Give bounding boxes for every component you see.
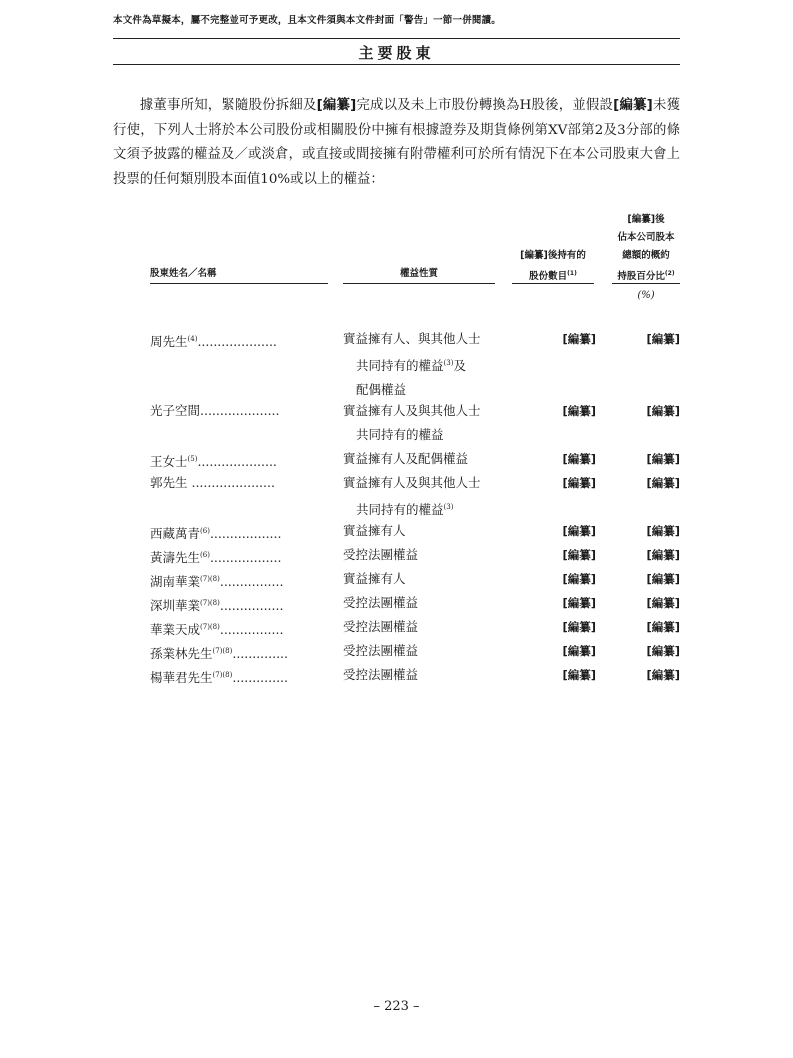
page-number: – 223 – <box>373 999 420 1014</box>
intro-text-3: 未獲行使，下列人士將於本公司股份或相關股份中擁有根據證券及期貨條例第XV部第2及3分部的條文須予披露的權益及／或淡倉，或直接或間接擁有附帶權利可於所有情況下在本公司股東大會上投票的任何類別股本面值10%或以上的權益： <box>113 98 680 187</box>
interest-nature-line <box>343 423 513 447</box>
col-header-pct-line3: 總額的概約 <box>622 250 670 261</box>
footnote-ref: (4) <box>187 335 198 343</box>
interest-nature-line <box>343 447 513 471</box>
interest-nature-line <box>343 663 513 687</box>
interest-nature-text: 共同持有的權益 <box>356 358 444 374</box>
interest-nature-line <box>343 327 513 351</box>
shareholder-name-text: 西藏萬青 <box>150 526 201 542</box>
pct-unit-label: (%) <box>637 290 655 301</box>
shareholding-pct-cell: [編纂] <box>646 668 680 682</box>
shareholder-name-text: 孫業林先生 <box>150 646 213 662</box>
footnote-ref: (3) <box>443 503 454 511</box>
shareholding-pct-cell: [編纂] <box>646 548 680 562</box>
leader-dots: ................ <box>219 598 284 614</box>
col-header-shares-note: (1) <box>567 270 577 277</box>
shareholder-name-text: 深圳華業 <box>150 598 201 614</box>
interest-nature <box>343 447 513 471</box>
footnote-ref: (7)(8) <box>200 599 220 607</box>
shares-held-cell: [編纂] <box>562 644 596 658</box>
page-title: 主要股東 <box>358 44 435 62</box>
interest-nature-text: 實益擁有人 <box>343 523 406 538</box>
shareholding-pct-cell: [編纂] <box>646 644 680 658</box>
shareholding-pct-cell: [編纂] <box>646 476 680 490</box>
intro-paragraph <box>113 94 680 192</box>
footnote-ref: (7)(8) <box>200 575 220 583</box>
leader-dots: .............. <box>232 646 288 662</box>
interest-nature <box>343 543 513 567</box>
interest-nature-line <box>343 471 513 495</box>
col-header-pct-line1: [編纂]後 <box>627 214 665 225</box>
shareholding-pct-cell: [編纂] <box>646 404 680 418</box>
col-header-pct-line2: 佔本公司股本 <box>617 232 675 243</box>
interest-nature-text: 受控法團權益 <box>343 619 419 634</box>
col-header-shares <box>512 247 594 286</box>
shareholding-pct-cell: [編纂] <box>646 452 680 466</box>
col-header-pct <box>612 211 680 286</box>
interest-nature-line <box>343 615 513 639</box>
interest-nature-line <box>343 519 513 543</box>
shares-held-cell: [編纂] <box>562 524 596 538</box>
interest-nature-line <box>343 567 513 591</box>
interest-nature <box>343 663 513 687</box>
col-header-nature: 權益性質 <box>399 268 438 279</box>
header-rule-bottom <box>113 64 680 65</box>
shares-held-cell: [編纂] <box>562 668 596 682</box>
interest-nature-text: 受控法團權益 <box>343 547 419 562</box>
intro-text-1: 據董事所知，緊隨股份拆細及 <box>139 98 317 113</box>
interest-nature-text: 實益擁有人、與其他人士 <box>343 331 481 346</box>
col-header-name: 股東姓名／名稱 <box>150 268 217 279</box>
footnote-ref: (7)(8) <box>212 647 233 655</box>
interest-nature-text: 共同持有的權益 <box>356 502 444 518</box>
header-rule-top <box>113 38 680 39</box>
shareholder-name <box>150 327 326 354</box>
shareholder-name <box>150 399 326 423</box>
interest-nature-text: 受控法團權益 <box>343 595 419 610</box>
shares-held-cell: [編纂] <box>562 332 596 346</box>
leader-dots: .................. <box>209 526 282 542</box>
leader-dots: .............. <box>232 670 288 686</box>
col-underline-pct <box>612 283 680 284</box>
shareholder-name-text: 光子空間 <box>150 403 201 418</box>
shareholder-name-text: 黃濤先生 <box>150 550 201 566</box>
interest-nature <box>343 471 513 522</box>
interest-nature-text: 受控法團權益 <box>343 667 419 682</box>
interest-nature-line <box>343 399 513 423</box>
interest-nature <box>343 639 513 663</box>
interest-nature-text: 實益擁有人及與其他人士 <box>343 403 481 418</box>
shareholding-pct-cell: [編纂] <box>646 332 680 346</box>
shares-held-cell: [編纂] <box>562 596 596 610</box>
interest-nature <box>343 591 513 615</box>
footnote-ref: (3) <box>443 359 454 367</box>
interest-nature-text: 配偶權益 <box>356 382 407 398</box>
redacted-marker-2: [編纂] <box>613 98 653 113</box>
col-underline-nature <box>343 283 495 284</box>
interest-nature <box>343 399 513 447</box>
shares-held-cell: [編纂] <box>562 620 596 634</box>
col-underline-shares <box>512 283 594 284</box>
shareholder-name <box>150 471 326 495</box>
interest-nature-line <box>343 591 513 615</box>
interest-nature-text: 實益擁有人及與其他人士 <box>343 475 481 490</box>
col-header-shares-line1: [編纂]後持有的 <box>520 250 586 261</box>
interest-nature-line <box>343 639 513 663</box>
leader-dots: .................... <box>200 403 280 418</box>
interest-nature <box>343 615 513 639</box>
shareholder-name <box>150 663 326 690</box>
shareholding-pct-cell: [編纂] <box>646 596 680 610</box>
footnote-ref: (7)(8) <box>200 623 220 631</box>
interest-nature-text: 受控法團權益 <box>343 643 419 658</box>
shares-held-cell: [編纂] <box>562 548 596 562</box>
leader-dots: .................... <box>197 334 277 350</box>
leader-dots: .................. <box>209 550 282 566</box>
interest-nature <box>343 327 513 402</box>
shareholder-name-text: 湖南華業 <box>150 574 201 590</box>
shareholder-name-text: 周先生 <box>150 334 188 350</box>
interest-nature-line <box>343 543 513 567</box>
interest-nature-text: 實益擁有人及配偶權益 <box>343 451 469 466</box>
footnote-ref: (6) <box>200 551 210 559</box>
interest-nature-line <box>343 351 513 378</box>
shares-held-cell: [編纂] <box>562 476 596 490</box>
col-header-pct-note: (2) <box>664 270 675 277</box>
leader-dots: ................ <box>219 574 284 590</box>
redacted-marker-1: [編纂] <box>316 98 357 113</box>
leader-dots: ................ <box>219 622 284 638</box>
shareholder-name-text: 華業天成 <box>150 622 201 638</box>
shares-held-cell: [編纂] <box>562 404 596 418</box>
interest-nature-text: 共同持有的權益 <box>356 427 444 442</box>
col-header-pct-line4: 持股百分比 <box>617 271 665 283</box>
col-header-shares-line2: 股份數目 <box>529 271 568 283</box>
shareholder-name-text: 王女士 <box>150 454 188 470</box>
shareholder-name-text: 郭先生 <box>150 475 188 490</box>
footnote-ref: (6) <box>200 527 210 535</box>
interest-nature <box>343 567 513 591</box>
intro-text-2: 完成以及未上市股份轉換為H股後，並假設 <box>356 98 614 113</box>
col-underline-name <box>150 283 328 284</box>
interest-nature <box>343 519 513 543</box>
interest-nature-text: 及 <box>453 358 466 374</box>
draft-notice: 本文件為草擬本，屬不完整並可予更改，且本文件須與本文件封面「警告」一節一併閱讀。 <box>113 15 502 26</box>
shares-held-cell: [編纂] <box>562 572 596 586</box>
shareholder-name-text: 楊華君先生 <box>150 670 213 686</box>
leader-dots: ..................... <box>187 475 275 490</box>
shareholding-pct-cell: [編纂] <box>646 620 680 634</box>
shareholding-pct-cell: [編纂] <box>646 524 680 538</box>
footnote-ref: (7)(8) <box>212 671 233 679</box>
footnote-ref: (5) <box>187 455 198 463</box>
shareholding-pct-cell: [編纂] <box>646 572 680 586</box>
leader-dots: .................... <box>197 454 277 470</box>
shares-held-cell: [編纂] <box>562 452 596 466</box>
interest-nature-text: 實益擁有人 <box>343 571 406 586</box>
